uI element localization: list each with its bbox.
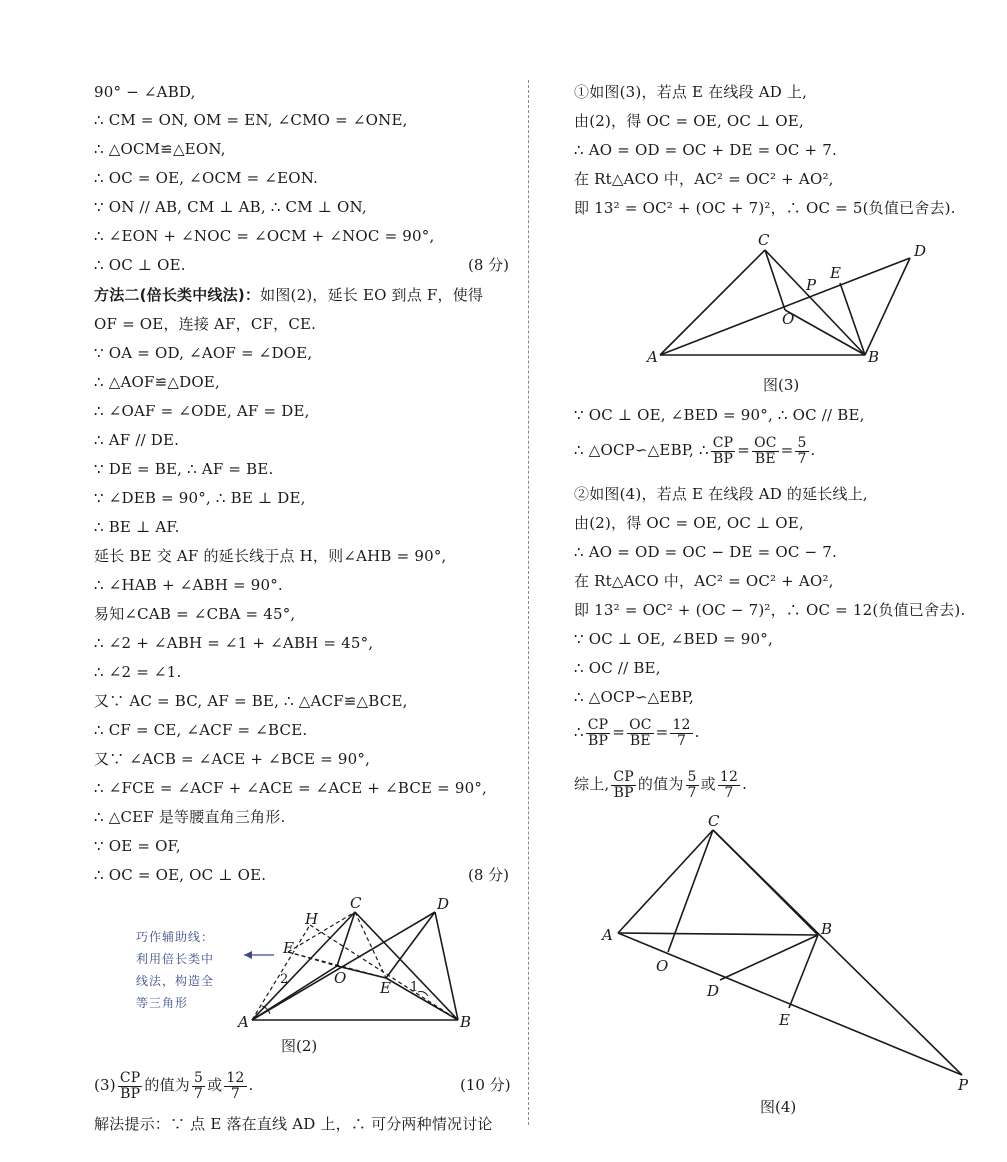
- left-line-21: ∴ ∠2 = ∠1.: [94, 663, 182, 681]
- similar-text: ∴ △OCP∽△EBP, ∴: [574, 441, 709, 459]
- left-line-15: ∵ ∠DEB = 90°, ∴ BE ⊥ DE,: [94, 489, 306, 507]
- frac-den: 7: [724, 784, 734, 801]
- frac-den: 7: [230, 1085, 240, 1102]
- left-line-12: ∴ ∠OAF = ∠ODE, AF = DE,: [94, 402, 310, 420]
- frac-num: CP: [119, 1069, 141, 1086]
- right-line-1: 由(2)，得 OC = OE, OC ⊥ OE,: [574, 112, 804, 130]
- part3-prefix: (3): [94, 1076, 116, 1094]
- score-8-b: (8 分): [468, 866, 510, 884]
- frac-num: 12: [719, 768, 739, 785]
- right-line-8: 在 Rt△ACO 中，AC² = OC² + AO²,: [574, 572, 834, 590]
- left-line-23: ∴ CF = CE, ∠ACF = ∠BCE.: [94, 721, 308, 739]
- frac-num: 12: [226, 1069, 245, 1086]
- frac-den: 7: [194, 1085, 204, 1102]
- fig4-label-E: E: [779, 1011, 790, 1029]
- fig3-label-A: A: [647, 348, 658, 366]
- frac-num: CP: [613, 768, 634, 785]
- summary-prefix: 综上,: [574, 775, 610, 793]
- left-line-5: ∴ ∠EON + ∠NOC = ∠OCM + ∠NOC = 90°,: [94, 227, 435, 245]
- frac-num: CP: [712, 434, 734, 451]
- left-line-19: 易知∠CAB = ∠CBA = 45°,: [94, 605, 296, 623]
- score-10: (10 分): [460, 1076, 511, 1094]
- left-line-13: ∴ AF // DE.: [94, 431, 180, 449]
- left-line-26: ∴ △CEF 是等腰直角三角形.: [94, 808, 286, 826]
- left-line-11: ∴ △AOF≌△DOE,: [94, 373, 220, 391]
- summary-line: 综上, $\frac{CP}{BP}$ 的值为 $\frac{5}{7}$ 或 $\frac{12}{7}$ .: [574, 768, 748, 801]
- fig2-label-D: D: [437, 895, 450, 913]
- right-line-11: ∴ OC // BE,: [574, 659, 661, 677]
- fig2-label-C: C: [350, 894, 362, 912]
- frac-num: OC: [754, 434, 777, 451]
- frac-den: BP: [587, 732, 609, 749]
- score-8-a: (8 分): [468, 256, 510, 274]
- frac-den: BE: [629, 732, 651, 749]
- frac-num: 5: [687, 768, 697, 785]
- figure-3-caption: 图(3): [763, 376, 800, 394]
- frac-num: OC: [629, 716, 652, 733]
- figure-4-caption: 图(4): [760, 1098, 797, 1116]
- fig2-label-B: B: [460, 1013, 472, 1031]
- fig3-label-C: C: [758, 231, 770, 249]
- fig3-label-P: P: [806, 276, 817, 294]
- fig2-label-F: F: [283, 939, 294, 957]
- method-two-title: 方法二(倍长类中线法)：: [94, 286, 261, 304]
- fig4-label-P: P: [958, 1076, 969, 1094]
- right-line-4: 即 13² = OC² + (OC + 7)²，∴ OC = 5(负值已舍去).: [574, 199, 956, 217]
- frac-num: CP: [587, 716, 609, 733]
- left-line-28: ∴ OC = OE, OC ⊥ OE.: [94, 866, 267, 884]
- right-line-similar: ∴ △OCP∽△EBP, ∴ $\frac{CP}{BP}$ = $\frac{OC}{BE}$ = $\frac{5}{7}$ .: [574, 434, 816, 467]
- fig4-label-A: A: [602, 926, 613, 944]
- note-line: 利用倍长类中: [136, 952, 215, 966]
- frac-den: BP: [613, 784, 634, 801]
- frac-num: 5: [797, 434, 807, 451]
- method-two-text: 如图(2)，延长 EO 到点 F，使得: [260, 286, 484, 304]
- right-line-9: 即 13² = OC² + (OC − 7)²，∴ OC = 12(负值已舍去).: [574, 601, 966, 619]
- right-line-parallel: ∵ OC ⊥ OE, ∠BED = 90°, ∴ OC // BE,: [574, 406, 865, 424]
- right-line-ratio: ∴ $\frac{CP}{BP}$ = $\frac{OC}{BE}$ = $\frac{12}{7}$ .: [574, 716, 700, 749]
- fig4-label-B: B: [821, 920, 833, 938]
- note-line: 巧作辅助线：: [136, 930, 215, 944]
- frac-den: BP: [712, 450, 734, 467]
- summary-or: 或: [700, 775, 716, 793]
- left-line-9: OF = OE，连接 AF，CF，CE.: [94, 315, 317, 333]
- summary-text: 的值为: [637, 775, 684, 793]
- hint-line: 解法提示：∵ 点 E 落在直线 AD 上，∴ 可分两种情况讨论: [94, 1115, 493, 1133]
- left-line-1: ∴ CM = ON, OM = EN, ∠CMO = ∠ONE,: [94, 111, 408, 129]
- note-line: 等三角形: [136, 996, 189, 1010]
- right-line-12: ∴ △OCP∽△EBP,: [574, 688, 695, 706]
- part3-text: 的值为: [144, 1076, 191, 1094]
- left-line-14: ∵ DE = BE, ∴ AF = BE.: [94, 460, 274, 478]
- right-line-2: ∴ AO = OD = OC + DE = OC + 7.: [574, 141, 837, 159]
- left-line-18: ∴ ∠HAB + ∠ABH = 90°.: [94, 576, 283, 594]
- fig2-label-H: H: [305, 910, 319, 928]
- part3-line: (3) $\frac{CP}{BP}$ 的值为 $\frac{5}{7}$ 或 $\frac{12}{7}$ .: [94, 1069, 254, 1102]
- left-line-3: ∴ OC = OE, ∠OCM = ∠EON.: [94, 169, 319, 187]
- left-line-27: ∵ OE = OF,: [94, 837, 181, 855]
- left-line-6: ∴ OC ⊥ OE.: [94, 256, 186, 274]
- frac-den: BP: [120, 1085, 141, 1102]
- frac-den: BE: [754, 450, 776, 467]
- left-line-24: 又∵ ∠ACB = ∠ACE + ∠BCE = 90°,: [94, 750, 371, 768]
- fig4-label-D: D: [707, 982, 720, 1000]
- figure-2-caption: 图(2): [281, 1037, 318, 1055]
- right-line-5: ②如图(4)，若点 E 在线段 AD 的延长线上,: [574, 485, 868, 503]
- left-line-25: ∴ ∠FCE = ∠ACF + ∠ACE = ∠ACE + ∠BCE = 90°,: [94, 779, 488, 797]
- therefore-sign: ∴: [574, 723, 584, 741]
- frac-num: 5: [194, 1069, 204, 1086]
- right-line-10: ∵ OC ⊥ OE, ∠BED = 90°,: [574, 630, 773, 648]
- frac-num: 12: [672, 716, 691, 733]
- right-line-7: ∴ AO = OD = OC − DE = OC − 7.: [574, 543, 837, 561]
- left-line-22: 又∵ AC = BC, AF = BE, ∴ △ACF≌△BCE,: [94, 692, 408, 710]
- left-line-4: ∵ ON // AB, CM ⊥ AB, ∴ CM ⊥ ON,: [94, 198, 367, 216]
- part3-or: 或: [207, 1076, 223, 1094]
- fig2-label-2: 2: [280, 972, 289, 987]
- frac-den: 7: [687, 784, 697, 801]
- fig3-label-O: O: [782, 310, 795, 328]
- right-line-6: 由(2)，得 OC = OE, OC ⊥ OE,: [574, 514, 804, 532]
- left-line-10: ∵ OA = OD, ∠AOF = ∠DOE,: [94, 344, 313, 362]
- fig2-label-1: 1: [410, 980, 419, 995]
- frac-den: 7: [797, 450, 807, 467]
- fig2-label-E: E: [380, 979, 391, 997]
- left-line-2: ∴ △OCM≌△EON,: [94, 140, 226, 158]
- fig3-label-E: E: [830, 264, 841, 282]
- left-line-16: ∴ BE ⊥ AF.: [94, 518, 180, 536]
- left-line-17: 延长 BE 交 AF 的延长线于点 H，则∠AHB = 90°,: [94, 547, 447, 565]
- fig2-label-O: O: [334, 969, 347, 987]
- fig3-label-B: B: [868, 348, 880, 366]
- fig3-label-D: D: [914, 242, 927, 260]
- right-line-0: ①如图(3)，若点 E 在线段 AD 上,: [574, 83, 808, 101]
- fig4-label-O: O: [656, 957, 669, 975]
- note-line: 线法，构造全: [136, 974, 215, 988]
- fig4-label-C: C: [708, 812, 720, 830]
- left-line-0: 90° − ∠ABD,: [94, 83, 196, 101]
- frac-den: 7: [677, 732, 687, 749]
- fig2-label-A: A: [238, 1013, 249, 1031]
- left-line-20: ∴ ∠2 + ∠ABH = ∠1 + ∠ABH = 45°,: [94, 634, 374, 652]
- right-line-3: 在 Rt△ACO 中，AC² = OC² + AO²,: [574, 170, 834, 188]
